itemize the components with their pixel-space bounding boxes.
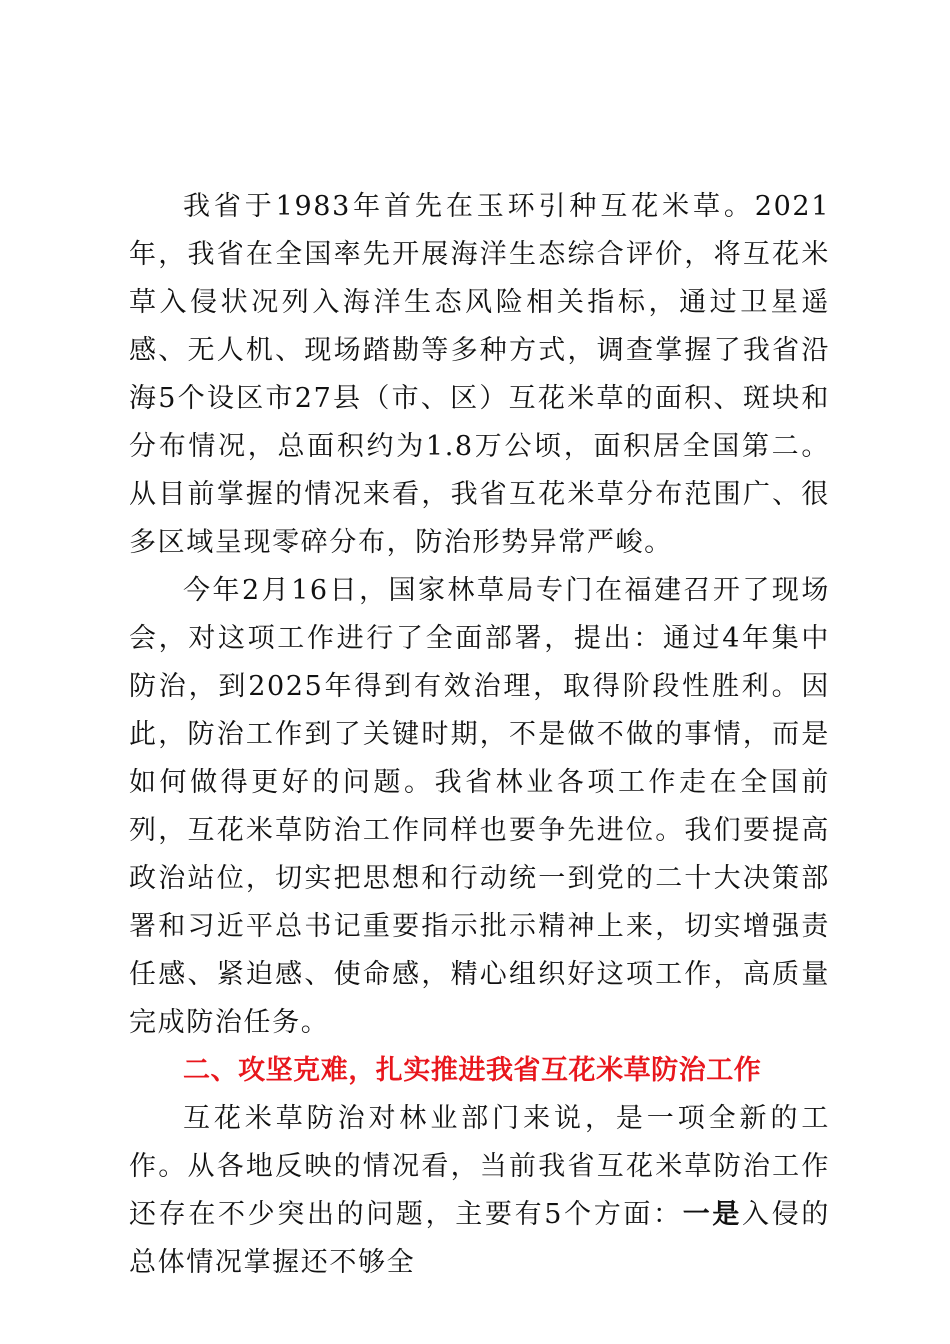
paragraph-problems-bold-marker: 一是	[682, 1199, 743, 1230]
paragraph-intro-history: 我省于1983年首先在玉环引种互花米草。2021年，我省在全国率先开展海洋生态综合评价，将互花米草入侵状况列入海洋生态风险相关指标，通过卫星遥感、无人机、现场踏勘等多种方式，调查掌握了我省沿海5个设区市27县（市、区）互花米草的面积、斑块和分布情况，总面积约为1.8万公顷，面积居全国第二。从目前掌握的情况来看，我省互花米草分布范围广、很多区域呈现零碎分布，防治形势异常严峻。	[129, 191, 830, 558]
section-heading: 二、攻坚克难，扎实推进我省互花米草防治工作	[183, 1055, 762, 1086]
paragraph-problems	[129, 1095, 830, 1287]
paragraph-problems-lead: 互花米草防治对林业部门来说，是一项全新的工作。从各地反映的情况看，当前我省互花米草防治工作还存在不少突出的问题，主要有5个方面：	[129, 1103, 830, 1230]
paragraph-deployment: 今年2月16日，国家林草局专门在福建召开了现场会，对这项工作进行了全面部署，提出：通过4年集中防治，到2025年得到有效治理，取得阶段性胜利。因此，防治工作到了关键时期，不是做不做的事情，而是如何做得更好的问题。我省林业各项工作走在全国前列，互花米草防治工作同样也要争先进位。我们要提高政治站位，切实把思想和行动统一到党的二十大决策部署和习近平总书记重要指示批示精神上来，切实增强责任感、紧迫感、使命感，精心组织好这项工作，高质量完成防治任务。	[129, 575, 830, 1038]
document-body	[129, 183, 830, 1287]
paragraph-problems-tail: 入侵的总体情况掌握还不够全	[129, 1199, 830, 1278]
